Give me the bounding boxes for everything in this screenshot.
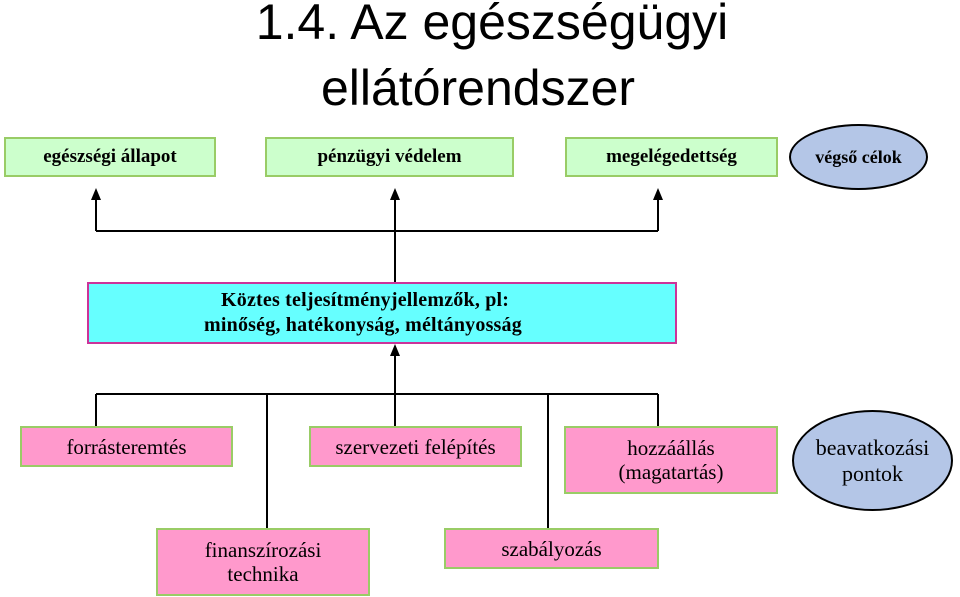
lever-box-financing-technique [156,528,370,596]
arrowhead-goal-1 [91,188,101,200]
lever-label-line-1: finanszírozási [204,538,322,562]
intervention-label-line-1: beavatkozási [815,434,930,460]
goal-box-satisfaction [565,137,778,177]
slide-title-line-2: ellátórendszer [320,60,636,116]
lever-label-line-2: technika [227,562,299,586]
goal-box-health-status [4,137,216,177]
lever-box-regulation [444,528,659,569]
lever-box-organization [309,426,522,467]
lever-box-attitude [564,426,778,494]
arrowhead-goal-3 [653,188,663,200]
intervention-points-ellipse [792,410,953,511]
goal-label: egészségi állapot [43,146,177,167]
slide-title-line-1: 1.4. Az egészségügyi [255,0,729,50]
final-goals-ellipse [789,124,928,190]
arrowhead-goal-2 [390,188,400,200]
intermediate-line-1: Köztes teljesítményjellemzők, pl: [221,289,510,311]
lever-box-resource-generation [20,426,233,467]
lever-label-line-2: (magatartás) [618,460,724,484]
lever-label: szabályozás [501,536,602,561]
lever-label: forrásteremtés [66,434,187,459]
final-goals-label: végső célok [815,146,902,167]
intervention-label-line-2: pontok [841,460,904,486]
intermediate-performance-box [87,282,677,344]
intermediate-line-2: minőség, hatékonyság, méltányosság [204,314,522,336]
arrowhead-middle [390,344,400,356]
lever-label-line-1: hozzáállás [627,436,715,460]
lever-label: szervezeti felépítés [335,434,496,459]
goal-label: megelégedettség [606,146,737,167]
goal-label: pénzügyi védelem [317,146,462,167]
goal-box-financial-protection [265,137,514,177]
